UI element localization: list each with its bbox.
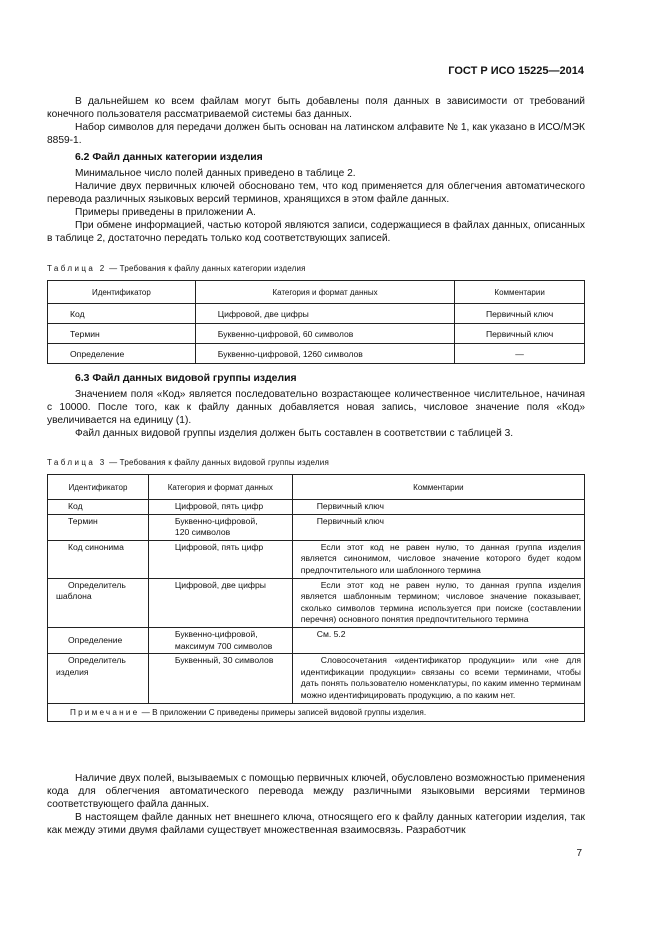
table-row bbox=[48, 324, 585, 344]
table-cell: Первичный ключ bbox=[292, 500, 584, 515]
paragraph-charset: Набор символов для передачи должен быть основан на латинском алфавите № 1, как указано в ИСО/МЭК 8859-1. bbox=[47, 122, 585, 146]
table-cell: Термин bbox=[48, 514, 149, 540]
table-cell: Определитель шаблона bbox=[48, 578, 149, 627]
table-cell: Определитель изделия bbox=[48, 654, 149, 703]
table-note-prefix: Примечание bbox=[70, 707, 140, 717]
paragraph-primary-keys: Наличие двух первичных ключей обосновано тем, что код применяется для облегчения автоматического перевода различных языковых версий терминов, хранящихся в этом файле данных. bbox=[47, 181, 585, 205]
table-row bbox=[48, 344, 585, 364]
table-row bbox=[48, 578, 585, 627]
column-header: Комментарии bbox=[455, 281, 585, 304]
table-row bbox=[48, 627, 585, 653]
table-cell: См. 5.2 bbox=[292, 627, 584, 653]
paragraph-examples: Примеры приведены в приложении А. bbox=[75, 207, 256, 218]
table-2-caption-text: — Требования к файлу данных категории изделия bbox=[106, 264, 306, 273]
paragraph-exchange: При обмене информацией, частью которой являются записи, содержащиеся в файлах данных, описанных в таблице 2, достаточно передать только код соответствующих записей. bbox=[47, 220, 585, 244]
table-cell: — bbox=[455, 344, 585, 364]
table-cell: Буквенно-цифровой, максимум 700 символов bbox=[148, 627, 292, 653]
table-cell: Первичный ключ bbox=[455, 324, 585, 344]
table-note-row bbox=[48, 703, 585, 722]
document-header: ГОСТ Р ИСО 15225—2014 bbox=[448, 65, 584, 77]
table-cell: Код bbox=[48, 500, 149, 515]
column-header: Категория и формат данных bbox=[148, 475, 292, 500]
table-row bbox=[48, 540, 585, 578]
table-cell: Первичный ключ bbox=[455, 304, 585, 324]
table-row bbox=[48, 500, 585, 515]
table-row bbox=[48, 514, 585, 540]
table-cell: Код синонима bbox=[48, 540, 149, 578]
table-header-row bbox=[48, 475, 585, 500]
section-heading-6-3: 6.3 Файл данных видовой группы изделия bbox=[75, 373, 297, 384]
table-note bbox=[48, 703, 585, 722]
table-cell: Буквенно-цифровой, 1260 символов bbox=[195, 344, 454, 364]
column-header: Идентификатор bbox=[48, 475, 149, 500]
table-cell: Цифровой, две цифры bbox=[148, 578, 292, 627]
table-row bbox=[48, 304, 585, 324]
table-cell: Если этот код не равен нулю, то данная группа изделия является синонимом, числовое значение которого будет кодом предпочтительного или шаблонного термина bbox=[292, 540, 584, 578]
table-cell: Буквенный, 30 символов bbox=[148, 654, 292, 703]
table-header-row bbox=[48, 281, 585, 304]
paragraph-two-fields: Наличие двух полей, вызываемых с помощью первичных ключей, обусловлено возможностью применения кода для облегчения автоматического перевода между различными языковыми версиями терминов соответствующего файла данных. bbox=[47, 773, 585, 810]
column-header: Категория и формат данных bbox=[195, 281, 454, 304]
table-2 bbox=[47, 280, 585, 364]
table-3-caption bbox=[47, 458, 329, 467]
table-3-caption-text: — Требования к файлу данных видовой группы изделия bbox=[106, 458, 329, 467]
paragraph-no-foreign-key: В настоящем файле данных нет внешнего ключа, относящего его к файлу данных категории изделия, так как между этими двумя файлами существует множественная взаимосвязь. Разработчик bbox=[47, 812, 585, 836]
paragraph-code-value: Значением поля «Код» является последовательно возрастающее количественное числительное, начиная с 10000. После того, как к файлу данных добавляется новая запись, числовое значение поля «Код» увеличивается на единицу (1). bbox=[47, 389, 585, 426]
paragraph-min-fields: Минимальное число полей данных приведено в таблице 2. bbox=[75, 168, 356, 179]
table-cell: Словосочетания «идентификатор продукции» или «не для идентификации продукции» связаны со всеми терминами, чтобы дать понять пользователю номенклатуры, по каким именно терминам можно идентифицировать продукцию, а по каким нет. bbox=[292, 654, 584, 703]
table-cell: Цифровой, пять цифр bbox=[148, 540, 292, 578]
table-cell: Термин bbox=[48, 324, 196, 344]
section-heading-6-2: 6.2 Файл данных категории изделия bbox=[75, 152, 263, 163]
table-cell: Определение bbox=[48, 344, 196, 364]
table-2-caption bbox=[47, 264, 306, 273]
table-note-text: — В приложении С приведены примеры записей видовой группы изделия. bbox=[139, 707, 427, 717]
table-cell: Первичный ключ bbox=[292, 514, 584, 540]
page-number: 7 bbox=[576, 848, 582, 859]
table-row bbox=[48, 654, 585, 703]
table-2-caption-prefix: Таблица 2 bbox=[47, 264, 107, 273]
column-header: Идентификатор bbox=[48, 281, 196, 304]
column-header: Комментарии bbox=[292, 475, 584, 500]
table-cell: Код bbox=[48, 304, 196, 324]
table-3-caption-prefix: Таблица 3 bbox=[47, 458, 107, 467]
table-cell: Цифровой, две цифры bbox=[195, 304, 454, 324]
table-cell: Если этот код не равен нулю, то данная группа изделия является шаблонным термином; числовое значение показывает, сколько символов термина используется при поиске (составлении перечня) основного понятия предпочтительного термина bbox=[292, 578, 584, 627]
table-cell: Буквенно-цифровой, 60 символов bbox=[195, 324, 454, 344]
paragraph-fields: В дальнейшем ко всем файлам могут быть добавлены поля данных в зависимости от требований конечного пользователя рассматриваемой системы баз данных. bbox=[47, 96, 585, 120]
paragraph-table-3-ref: Файл данных видовой группы изделия должен быть составлен в соответствии с таблицей 3. bbox=[75, 428, 514, 439]
table-cell: Цифровой, пять цифр bbox=[148, 500, 292, 515]
table-cell: Определение bbox=[48, 627, 149, 653]
table-3 bbox=[47, 474, 585, 722]
table-cell: Буквенно-цифровой, 120 символов bbox=[148, 514, 292, 540]
